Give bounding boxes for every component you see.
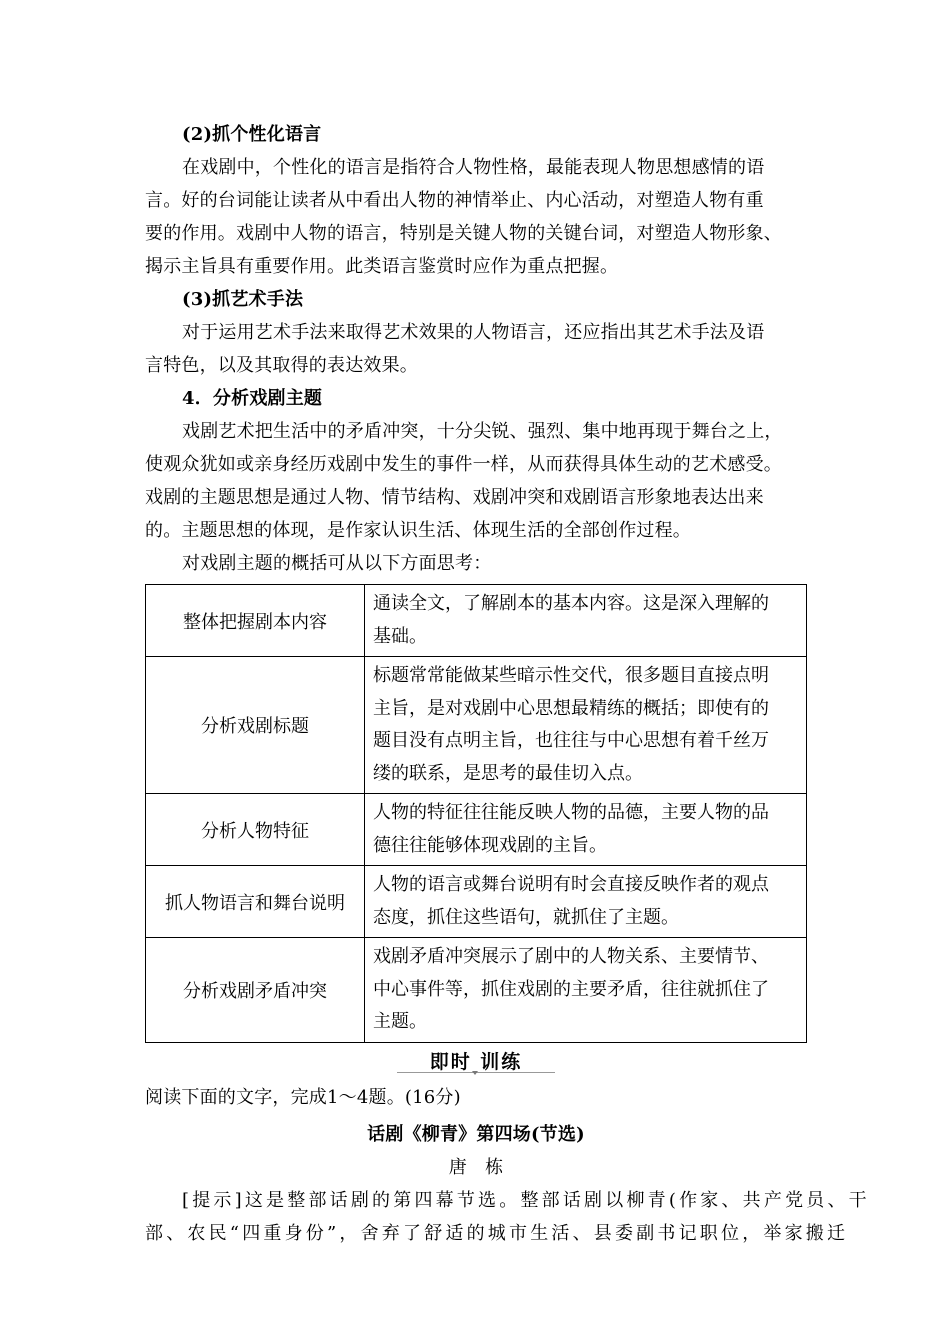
theme-analysis-table	[145, 584, 807, 1043]
cell-line: 题目没有点明主旨，也往往与中心思想有着千丝万	[373, 730, 769, 751]
table-cell-method: 整体把握剧本内容	[146, 585, 365, 657]
table-cell-method: 分析戏剧标题	[146, 657, 365, 794]
passage-hint-line: 部、农民“四重身份”，舍弃了舒适的城市生活、县委副书记职位，举家搬迁	[145, 1222, 849, 1244]
table-row	[146, 585, 807, 657]
cell-line: 德往往能够体现戏剧的主旨。	[373, 834, 607, 856]
section-heading-drama-theme: 4．分析戏剧主题	[182, 388, 323, 409]
document-page	[145, 118, 870, 1250]
cell-line: 人物的特征往往能反映人物的品德，主要人物的品	[373, 802, 769, 823]
cell-line: 态度，抓住这些语句，就抓住了主题。	[373, 906, 679, 928]
paragraph-line: 的。主题思想的体现，是作家认识生活、体现生活的全部创作过程。	[145, 520, 691, 541]
table-cell-method: 分析人物特征	[146, 794, 365, 866]
paragraph-line: 使观众犹如或亲身经历戏剧中发生的事件一样，从而获得具体生动的艺术感受。	[145, 454, 782, 475]
table-cell-description	[365, 585, 807, 657]
banner-marker-icon	[472, 1071, 478, 1075]
cell-line: 缕的联系，是思考的最佳切入点。	[373, 762, 643, 784]
paragraph-line: 对于运用艺术手法来取得艺术效果的人物语言，还应指出其艺术手法及语	[182, 322, 765, 343]
cell-line: 基础。	[373, 625, 427, 647]
paragraph-line: 言特色，以及其取得的表达效果。	[145, 355, 418, 376]
cell-line: 戏剧矛盾冲突展示了剧中的人物关系、主要情节、	[373, 946, 769, 967]
table-row	[146, 938, 807, 1043]
paragraph-line: 对戏剧主题的概括可从以下方面思考：	[182, 553, 492, 574]
exercise-instruction: 阅读下面的文字，完成1～4题。(16分)	[145, 1086, 461, 1108]
table-row	[146, 657, 807, 794]
practice-banner	[145, 1043, 807, 1077]
table-row	[146, 794, 807, 866]
cell-line: 主题。	[373, 1011, 427, 1032]
paragraph-line: 揭示主旨具有重要作用。此类语言鉴赏时应作为重点把握。	[145, 256, 619, 277]
cell-line: 中心事件等，抓住戏剧的主要矛盾，往往就抓住了	[373, 978, 769, 1000]
paragraph-line: 要的作用。戏剧中人物的语言，特别是关键人物的关键台词，对塑造人物形象、	[145, 223, 782, 244]
table-cell-method: 分析戏剧矛盾冲突	[146, 938, 365, 1043]
passage-author: 唐 栋	[448, 1156, 504, 1178]
cell-line: 通读全文，了解剧本的基本内容。这是深入理解的	[373, 593, 769, 614]
section-heading-artistic-technique: (3)抓艺术手法	[182, 289, 304, 310]
cell-line: 标题常常能做某些暗示性交代，很多题目直接点明	[373, 665, 769, 686]
cell-line: 人物的语言或舞台说明有时会直接反映作者的观点	[373, 874, 769, 895]
table-cell-method: 抓人物语言和舞台说明	[146, 866, 365, 938]
paragraph-line: 戏剧的主题思想是通过人物、情节结构、戏剧冲突和戏剧语言形象地表达出来	[145, 487, 764, 508]
practice-banner-label: 即时 训练	[429, 1050, 523, 1073]
passage-hint-line: [提示]这是整部话剧的第四幕节选。整部话剧以柳青(作家、共产党员、干	[182, 1189, 870, 1211]
paragraph-line: 戏剧艺术把生活中的矛盾冲突，十分尖锐、强烈、集中地再现于舞台之上，	[182, 421, 783, 442]
table-cell-description	[365, 866, 807, 938]
table-cell-description	[365, 657, 807, 794]
passage-title: 话剧《柳青》第四场(节选)	[367, 1123, 585, 1145]
table-row	[146, 866, 807, 938]
table-cell-description	[365, 794, 807, 866]
cell-line: 主旨，是对戏剧中心思想最精练的概括；即使有的	[373, 697, 769, 719]
paragraph-line: 在戏剧中，个性化的语言是指符合人物性格，最能表现人物思想感情的语	[182, 157, 765, 178]
paragraph-line: 言。好的台词能让读者从中看出人物的神情举止、内心活动，对塑造人物有重	[145, 190, 764, 211]
table-cell-description	[365, 938, 807, 1043]
section-heading-personalized-language: (2)抓个性化语言	[182, 124, 322, 145]
